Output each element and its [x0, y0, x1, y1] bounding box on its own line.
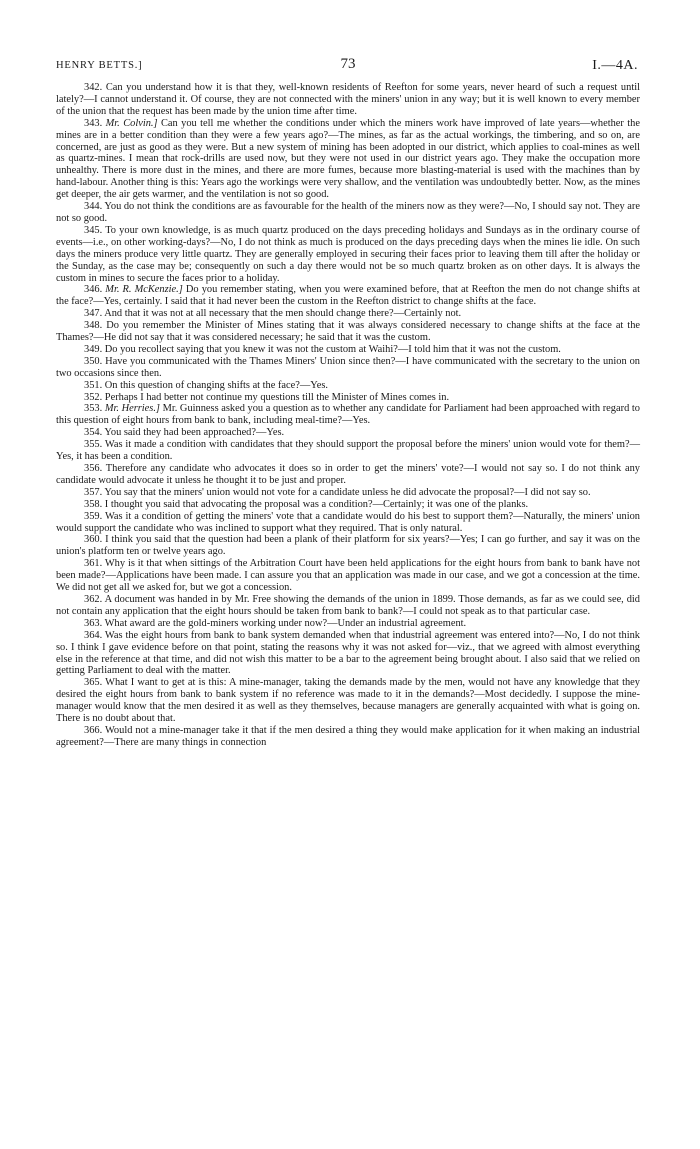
question-number: 346.: [84, 284, 103, 296]
question-paragraph: [56, 356, 640, 380]
question-number: 360.: [84, 534, 103, 546]
question-paragraph: [56, 534, 640, 558]
question-text: Was it made a condition with candidates that they should support the proposal before the miners' union would vote for them?—Yes, it has been a condition.: [56, 439, 640, 463]
question-text: You say that the miners' union would not vote for a candidate unless he did advocate the proposal?—I did not say so.: [104, 486, 591, 498]
question-text: Have you communicated with the Thames Miners' Union since then?—I have communicated with the secretary to the union on two occasions since then.: [56, 355, 640, 379]
question-text: What award are the gold-miners working under now?—Under an industrial agreement.: [104, 617, 467, 629]
question-paragraph: [56, 439, 640, 463]
question-text: On this question of changing shifts at the face?—Yes.: [104, 379, 328, 391]
question-paragraph: [56, 82, 640, 118]
question-number: 345.: [84, 224, 103, 236]
question-number: 350.: [84, 355, 103, 367]
question-paragraph: [56, 618, 640, 630]
question-number: 358.: [84, 498, 103, 510]
speaker-label: Mr. Colvin.]: [105, 117, 158, 129]
question-number: 363.: [84, 617, 103, 629]
question-paragraph: [56, 463, 640, 487]
question-text: Can you understand how it is that they, well-known residents of Reefton for some years, never heard of such a request until lately?—I cannot understand it. Of course, they are not connected with the miners' union in any way; but it is well known to every member of the union that the request has been made by the union time after time.: [56, 82, 640, 117]
question-paragraph: [56, 427, 640, 439]
question-text: You do not think the conditions are as favourable for the health of the miners now as they were?—No, I should say not. They are not so good.: [56, 201, 640, 224]
question-text: Why is it that when sittings of the Arbitration Court have been held applications for the eight hours from bank to bank have not been made?—Applications have been made. I can assure you that an application was made in our case, and we got a concession at the time. We did not get all we asked for, but we got a concession.: [56, 558, 640, 594]
document-reference: I.—4A.: [592, 58, 638, 73]
question-text: Was it a condition of getting the miners' vote that a candidate would do his best to support them?—Naturally, the miners' union would support the candidate who was inclined to support what they required. That is only natural.: [56, 510, 640, 534]
question-text: Do you recollect saying that you knew it was not the custom at Waihi?—I told him that it was not the custom.: [104, 343, 561, 355]
question-text: Perhaps I had better not continue my questions till the Minister of Mines comes in.: [104, 391, 450, 403]
question-paragraph: [56, 320, 640, 344]
speaker-label: Mr. Herries.]: [104, 403, 160, 415]
question-number: 361.: [84, 558, 103, 570]
question-number: 365.: [84, 677, 103, 689]
question-paragraph: [56, 630, 640, 678]
question-paragraph: [56, 225, 640, 285]
evidence-body: [56, 82, 640, 749]
question-number: 353.: [84, 403, 103, 415]
question-text: Would not a mine-manager take it that if the men desired a thing they would make application for it when making an industrial agreement?—There are many things in connection: [56, 724, 640, 748]
witness-name: HENRY BETTS.]: [56, 60, 143, 71]
question-text: Was the eight hours from bank to bank system demanded when that industrial agreement was entered into?—No, I do not think so. I think I gave evidence before on that point, stating the reasons why it was not asked for—viz., that we agreed with almost everything else in the reference at that time, and did not wish this matter to be a bar to the agreement being brought about. I also said that we relied on getting Parliament to deal with the matter.: [56, 629, 640, 677]
question-number: 357.: [84, 486, 103, 498]
question-text: A document was handed in by Mr. Free showing the demands of the union in 1899. Those demands, as far as we could see, did not contain any application that the eight hours should be taken from bank to bank?—I could not speak as to that particular case.: [56, 593, 640, 617]
question-text: Mr. Guinness asked you a question as to whether any candidate for Parliament had been approached with regard to this question of eight hours from bank to bank, including meal-time?—Yes.: [56, 403, 640, 427]
question-paragraph: [56, 201, 640, 225]
question-paragraph: [56, 677, 640, 725]
question-paragraph: [56, 499, 640, 511]
question-paragraph: [56, 308, 640, 320]
question-number: 344.: [84, 201, 103, 213]
question-paragraph: [56, 118, 640, 201]
question-number: 356.: [84, 463, 103, 474]
question-paragraph: [56, 284, 640, 308]
question-number: 343.: [84, 117, 103, 129]
question-text: Do you remember stating, when you were examined before, that at Reefton the men do not change shifts at the face?—Yes, certainly. I said that it had never been the custom in the Reefton district to change shifts at the face.: [56, 284, 640, 308]
page-header: [56, 56, 640, 80]
question-number: 366.: [84, 724, 103, 736]
question-text: And that it was not at all necessary that the men should change there?—Certainly not.: [104, 308, 462, 320]
question-number: 359.: [84, 510, 103, 522]
question-text: I thought you said that advocating the proposal was a condition?—Certainly; it was one of the planks.: [104, 498, 529, 510]
question-text: Can you tell me whether the conditions under which the miners work have improved of late years—whether the mines are in a better condition than they were a few years ago?—The mines, as far as the actual workings, the timbering, and so on, are concerned, are just as good as they were. But a new system of mining has been adopted in our district, which applies to coal-mines as well as quartz-mines. I mean that rock-drills are used now, but they were not used in our district years ago. They make the occupation more unhealthy. There is more dust in the mines, and there are more fumes, because more blasting-material is used with the machines than by hand-labour. Another thing is this: Years ago the workings were very shallow, and the ventilation was undoubtedly better. Now, as the mines get deeper, the air gets warmer, and the ventilation is not so good.: [56, 117, 640, 201]
speaker-label: Mr. R. McKenzie.]: [105, 284, 183, 296]
question-number: 352.: [84, 391, 103, 403]
question-number: 347.: [84, 308, 103, 320]
question-text: You said they had been approached?—Yes.: [104, 427, 285, 439]
page-number: 73: [340, 56, 356, 72]
question-text: I think you said that the question had been a plank of their platform for six years?—Yes; I can go further, and say it was on the union's platform ten or twelve years ago.: [56, 534, 640, 558]
question-text: To your own knowledge, is as much quartz produced on the days preceding holidays and Sundays as in the ordinary course of events—i.e., on other working-days?—No, I do not think as much is produced on the days preceding days when the mines lie idle. On such days the miners produce very little quartz. They are generally employed in securing their faces prior to leaving them till after the holiday or the Sunday, as the case may be; consequently on such a day there would not be so much quartz broken as on other days. It is always the custom in mines to secure the faces prior to a holiday.: [56, 224, 641, 284]
question-paragraph: [56, 392, 640, 404]
question-number: 364.: [84, 629, 103, 641]
question-number: 351.: [84, 379, 103, 391]
question-paragraph: [56, 487, 640, 499]
question-text: Therefore any candidate who advocates it does so in order to get the miners' vote?—I would not say so. I do not think any candidate would advocate it unless he thought it to be just and proper.: [56, 463, 640, 486]
question-paragraph: [56, 594, 640, 618]
question-paragraph: [56, 558, 640, 594]
question-number: 362.: [84, 593, 103, 605]
question-number: 349.: [84, 343, 103, 355]
question-number: 342.: [84, 82, 103, 93]
question-paragraph: [56, 380, 640, 392]
question-number: 348.: [84, 320, 103, 332]
question-paragraph: [56, 725, 640, 749]
question-number: 354.: [84, 427, 103, 439]
question-text: Do you remember the Minister of Mines stating that it was always considered necessary to change shifts at the face at the Thames?—He did not say that it was considered necessary; he said that it was the custom.: [56, 320, 641, 344]
question-text: What I want to get at is this: A mine-manager, taking the demands made by the men, would not have any knowledge that they desired the eight hours from bank to bank system if no reference was made to it in the demands?—Most decidedly. I suppose the mine-manager would know that the men desired it as well as they themselves, because managers are generally acquainted with what is going on. There is no doubt about that.: [56, 677, 640, 725]
question-paragraph: [56, 511, 640, 535]
question-paragraph: [56, 344, 640, 356]
question-paragraph: [56, 403, 640, 427]
question-number: 355.: [84, 439, 103, 451]
